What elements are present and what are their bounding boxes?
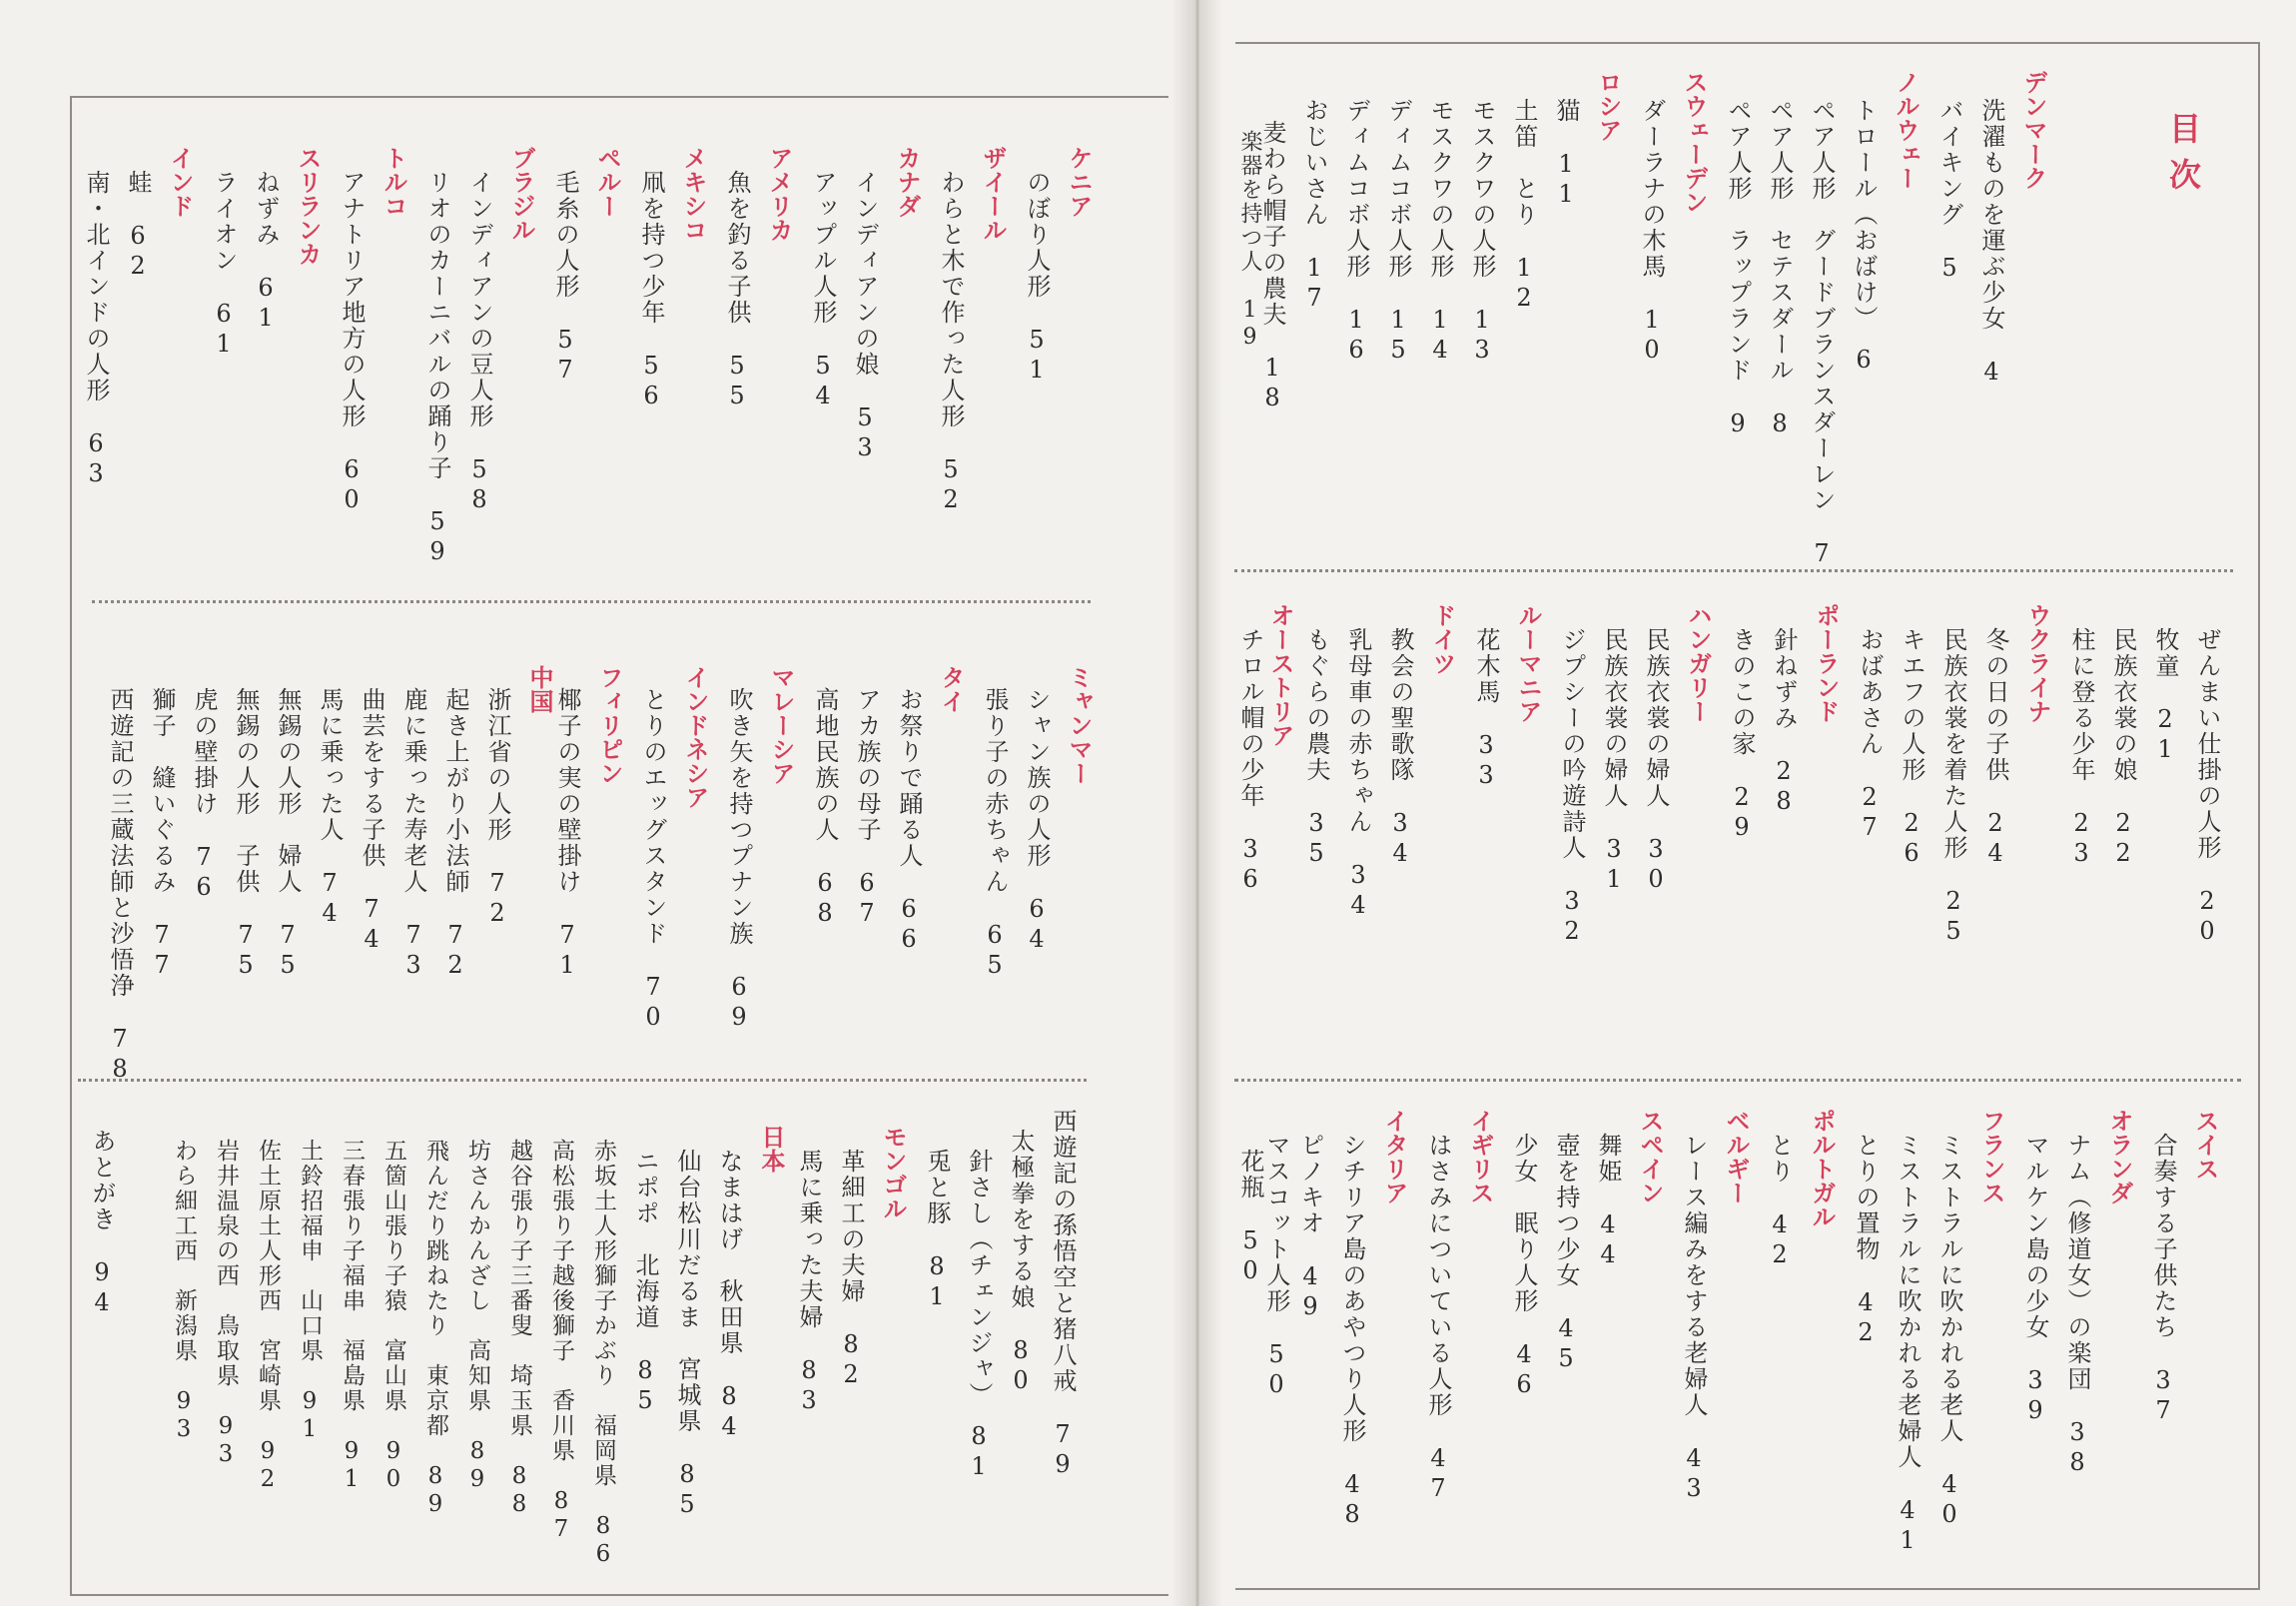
entry-92: 佐土原土人形西 宮崎県 92 xyxy=(255,1139,281,1494)
entry-86: 赤坂土人形獅子かぶり 福岡県 86 xyxy=(590,1139,616,1569)
country-romania: ルーマニア xyxy=(1514,603,1543,723)
entry-87: 高松張り子越後獅子 香川県 87 xyxy=(548,1139,574,1544)
country-spain: スペイン xyxy=(1636,1109,1665,1204)
entry-61b: ライオン 61 xyxy=(210,170,238,360)
country-srilanka: スリランカ xyxy=(294,146,323,266)
entry-78: 西遊記の三蔵法師と沙悟浄 78 xyxy=(106,687,134,1085)
entry-4: 洗濯ものを運ぶ少女 4 xyxy=(1977,98,2005,388)
entry-34b: 乳母車の赤ちゃん 34 xyxy=(1344,627,1372,921)
entry-59: リオのカーニバルの踊り子 59 xyxy=(423,170,451,567)
entry-42b: とり 42 xyxy=(1766,1133,1794,1270)
book-gutter xyxy=(1173,0,1221,1606)
entry-18: 麦わら帽子の農夫 18 xyxy=(1258,120,1286,413)
entry-39: マルケン島の少女 39 xyxy=(2021,1133,2049,1426)
entry-52: わらと木で作った人形 52 xyxy=(937,170,965,515)
entry-81a: 針さし（チェンジャ） 81 xyxy=(965,1149,993,1482)
entry-46: 少女 眠り人形 46 xyxy=(1510,1133,1538,1400)
entry-28: 針ねずみ 28 xyxy=(1770,627,1798,817)
country-thailand: タイ xyxy=(937,665,966,713)
country-mexico: メキシコ xyxy=(679,146,708,242)
entry-58: インディアンの豆人形 58 xyxy=(465,170,493,515)
country-germany: ドイツ xyxy=(1428,603,1457,675)
entry-48: シチリア島のあやつり人形 48 xyxy=(1338,1133,1366,1530)
country-usa: アメリカ xyxy=(765,146,794,242)
entry-79: 西遊記の孫悟空と猪八戒 79 xyxy=(1049,1109,1077,1480)
entry-14: モスクワの人形 14 xyxy=(1426,98,1454,366)
entry-50a: マスコット人形 50 xyxy=(1262,1133,1290,1400)
entry-45: 壺を持つ少女 45 xyxy=(1552,1133,1580,1374)
entry-67: アカ族の母子 67 xyxy=(853,687,881,929)
country-malaysia: マレーシア xyxy=(767,665,796,785)
country-mongolia: モンゴル xyxy=(879,1125,908,1220)
page-title: 目次 xyxy=(2164,112,2202,204)
country-indonesia: インドネシア xyxy=(681,665,710,809)
entry-82: 革細工の夫婦 82 xyxy=(837,1149,865,1390)
entry-85a: 仙台松川だるま 宮城県 85 xyxy=(673,1149,701,1520)
entry-64: シャン族の人形 64 xyxy=(1023,687,1051,955)
entry-85b: ニポポ 北海道 85 xyxy=(631,1149,659,1416)
entry-49: ピノキオ 49 xyxy=(1296,1133,1324,1322)
entry-94: あとがき 94 xyxy=(88,1129,116,1318)
country-india: インド xyxy=(166,146,195,218)
entry-83: 馬に乗った夫婦 83 xyxy=(795,1149,823,1416)
country-peru: ペルー xyxy=(593,146,622,218)
entry-25: 民族衣裳を着た人形 25 xyxy=(1939,627,1967,947)
country-denmark: デンマーク xyxy=(2019,70,2048,190)
country-belgium: ベルギー xyxy=(1722,1109,1751,1204)
entry-7: ペア人形 グードブランスダーレン 7 xyxy=(1808,98,1836,569)
entry-32: ジプシーの吟遊詩人 32 xyxy=(1558,627,1586,947)
country-ukraine: ウクライナ xyxy=(2023,603,2052,723)
entry-72b: 起き上がり小法師 72 xyxy=(441,687,469,981)
entry-29: きのこの家 29 xyxy=(1728,627,1756,843)
entry-42a: とりの置物 42 xyxy=(1852,1133,1880,1348)
entry-61a: ねずみ 61 xyxy=(252,170,280,334)
entry-93a: 岩井温泉の西 鳥取県 93 xyxy=(213,1139,239,1469)
entry-74a: 曲芸をする子供 74 xyxy=(358,687,385,955)
entry-88: 越谷張り子三番叟 埼玉県 88 xyxy=(506,1139,532,1519)
entry-17: おじいさん 17 xyxy=(1300,98,1328,314)
country-france: フランス xyxy=(1977,1109,2006,1204)
entry-72a: 浙江省の人形 72 xyxy=(483,687,511,929)
country-canada: カナダ xyxy=(893,146,922,218)
entry-73: 鹿に乗った寿老人 73 xyxy=(399,687,427,981)
entry-74b: 馬に乗った人 74 xyxy=(316,687,344,929)
entry-15: ディムコボ人形 15 xyxy=(1384,98,1412,366)
entry-44: 舞姫 44 xyxy=(1594,1133,1622,1270)
country-kenya: ケニア xyxy=(1065,146,1094,218)
entry-62: 蛙 62 xyxy=(124,170,152,282)
entry-50b: 花瓶 50 xyxy=(1236,1149,1264,1286)
country-brazil: ブラジル xyxy=(507,146,536,242)
entry-30: 民族衣裳の婦人 30 xyxy=(1642,627,1670,895)
entry-77: 獅子 縫いぐるみ 77 xyxy=(148,687,176,981)
entry-27: おばあさん 27 xyxy=(1856,627,1884,843)
entry-55: 魚を釣る子供 55 xyxy=(723,170,751,411)
left-separator-top xyxy=(92,600,1091,603)
entry-84: なまはげ 秋田県 84 xyxy=(715,1149,743,1442)
right-separator-top xyxy=(1234,569,2233,572)
country-sweden: スウェーデン xyxy=(1680,70,1709,214)
entry-70: とりのエッグスタンド 70 xyxy=(639,687,667,1033)
entry-66: お祭りで踊る人 66 xyxy=(895,687,923,955)
entry-22: 民族衣裳の娘 22 xyxy=(2109,627,2137,869)
country-norway: ノルウェー xyxy=(1892,70,1920,190)
entry-8: ペア人形 セテスダール 8 xyxy=(1766,98,1794,439)
country-portugal: ポルトガル xyxy=(1808,1109,1837,1228)
country-turkey: トルコ xyxy=(380,146,408,218)
entry-75a: 無錫の人形 婦人 75 xyxy=(274,687,302,981)
entry-9: ペア人形 ラップランド 9 xyxy=(1724,98,1752,439)
country-myanmar: ミャンマー xyxy=(1065,665,1094,785)
country-russia: ロシア xyxy=(1594,70,1623,142)
entry-60: アナトリア地方の人形 60 xyxy=(338,170,366,515)
entry-12: 土笛 とり 12 xyxy=(1510,98,1538,314)
country-netherlands: オランダ xyxy=(2105,1109,2134,1204)
entry-89b: 飛んだり跳ねたり 東京都 89 xyxy=(422,1139,448,1519)
entry-71: 椰子の実の壁掛け 71 xyxy=(553,687,581,981)
entry-54: アップル人形 54 xyxy=(809,170,837,411)
entry-21: 牧童 21 xyxy=(2151,627,2179,765)
entry-47: はさみについている人形 47 xyxy=(1424,1133,1452,1504)
country-uk: イギリス xyxy=(1466,1109,1495,1204)
entry-91a: 三春張り子福串 福島県 91 xyxy=(339,1139,365,1494)
entry-24: 冬の日の子供 24 xyxy=(1981,627,2009,869)
entry-13: モスクワの人形 13 xyxy=(1468,98,1496,366)
entry-41: ミストラルに吹かれる老婦人 41 xyxy=(1894,1133,1921,1556)
entry-43: レース編みをする老婦人 43 xyxy=(1680,1133,1708,1504)
entry-6: トロール（おばけ） 6 xyxy=(1850,98,1878,376)
country-poland: ポーランド xyxy=(1812,603,1841,723)
entry-68: 高地民族の人 68 xyxy=(811,687,839,929)
left-separator-bottom xyxy=(78,1079,1087,1082)
entry-36: チロル帽の少年 36 xyxy=(1236,627,1264,895)
entry-38: ナム（修道女）の楽団 38 xyxy=(2063,1133,2091,1478)
entry-5: バイキング 5 xyxy=(1935,98,1963,284)
entry-23: 柱に登る少年 23 xyxy=(2067,627,2095,869)
country-china: 中国 xyxy=(525,665,554,713)
entry-19: 楽器を持つ人 19 xyxy=(1237,130,1262,352)
entry-93b: わら細工西 新潟県 93 xyxy=(171,1139,197,1444)
entry-51: のぼり人形 51 xyxy=(1023,170,1051,386)
entry-76: 虎の壁掛け 76 xyxy=(190,687,218,903)
entry-10: ダーラナの木馬 10 xyxy=(1638,98,1666,366)
entry-65: 張り子の赤ちゃん 65 xyxy=(981,687,1009,981)
country-philippines: フィリピン xyxy=(595,665,624,785)
entry-33: 花木馬 33 xyxy=(1472,627,1500,791)
entry-80: 太極拳をする娘 80 xyxy=(1007,1129,1035,1396)
right-separator-bottom xyxy=(1234,1079,2241,1082)
entry-26: キエフの人形 26 xyxy=(1898,627,1925,869)
entry-81b: 兎と豚 81 xyxy=(923,1149,951,1312)
entry-11: 猫 11 xyxy=(1552,98,1580,210)
country-japan: 日本 xyxy=(757,1125,786,1173)
country-hungary: ハンガリー xyxy=(1684,603,1713,723)
entry-37: 合奏する子供たち 37 xyxy=(2149,1133,2177,1426)
country-italy: イタリア xyxy=(1380,1109,1409,1204)
country-zaire: ザイール xyxy=(979,146,1008,242)
entry-34a: 教会の聖歌隊 34 xyxy=(1386,627,1414,869)
entry-40: ミストラルに吹かれる老人 40 xyxy=(1935,1133,1963,1530)
country-austria: オーストリア xyxy=(1266,603,1295,747)
entry-53: インディアンの娘 53 xyxy=(851,170,879,463)
entry-91b: 土鈴招福申 山口県 91 xyxy=(297,1139,323,1444)
entry-35: もぐらの農夫 35 xyxy=(1302,627,1330,869)
entry-31: 民族衣裳の婦人 31 xyxy=(1600,627,1628,895)
entry-57: 毛糸の人形 57 xyxy=(551,170,579,386)
entry-16: ディムコボ人形 16 xyxy=(1342,98,1370,366)
entry-90: 五箇山張り子猿 富山県 90 xyxy=(381,1139,406,1494)
country-switzerland: スイス xyxy=(2191,1109,2220,1181)
entry-69: 吹き矢を持つプナン族 69 xyxy=(725,687,753,1033)
entry-20: ぜんまい仕掛の人形 20 xyxy=(2193,627,2221,947)
entry-56: 凧を持つ少年 56 xyxy=(637,170,665,411)
entry-63: 南・北インドの人形 63 xyxy=(82,170,110,489)
entry-89a: 坊さんかんざし 高知県 89 xyxy=(464,1139,490,1494)
entry-75b: 無錫の人形 子供 75 xyxy=(232,687,260,981)
